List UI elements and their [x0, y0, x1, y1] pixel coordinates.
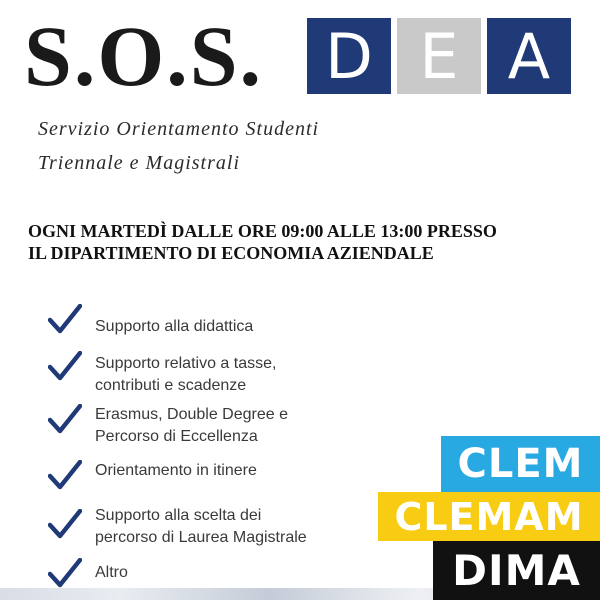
schedule-headline	[28, 220, 588, 264]
checkmark-icon	[48, 509, 82, 539]
service-label: Supporto alla scelta dei percorso di Laurea Magistrale	[95, 507, 307, 546]
subtitle-line-1: Servizio Orientamento Studenti	[38, 118, 320, 140]
subtitle-line-2: Triennale e Magistrali	[38, 152, 240, 174]
service-label: Supporto alla didattica	[95, 318, 254, 335]
service-label: Erasmus, Double Degree e Percorso di Eccellenza	[95, 406, 288, 445]
headline-line-1: OGNI MARTEDÌ DALLE ORE 09:00 ALLE 13:00 PRESSO	[28, 221, 497, 241]
checkmark-icon	[48, 304, 82, 334]
page-title: S.O.S.	[24, 8, 264, 104]
dea-logo-e: E	[397, 18, 481, 94]
service-label: Altro	[95, 564, 128, 581]
checkmark-icon	[48, 558, 82, 588]
service-label: Orientamento in itinere	[95, 462, 257, 479]
checkmark-icon	[48, 351, 82, 381]
dea-logo-d: D	[307, 18, 391, 94]
headline-line-2: IL DIPARTIMENTO DI ECONOMIA AZIENDALE	[28, 243, 434, 263]
clemam-tag: CLEMAM	[378, 492, 600, 541]
checkmark-icon	[48, 460, 82, 490]
checkmark-icon	[48, 404, 82, 434]
dea-logo-a: A	[487, 18, 571, 94]
clem-tag: CLEM	[441, 436, 600, 492]
dima-tag: DIMA	[433, 541, 600, 600]
service-label: Supporto relativo a tasse, contributi e scadenze	[95, 355, 277, 394]
